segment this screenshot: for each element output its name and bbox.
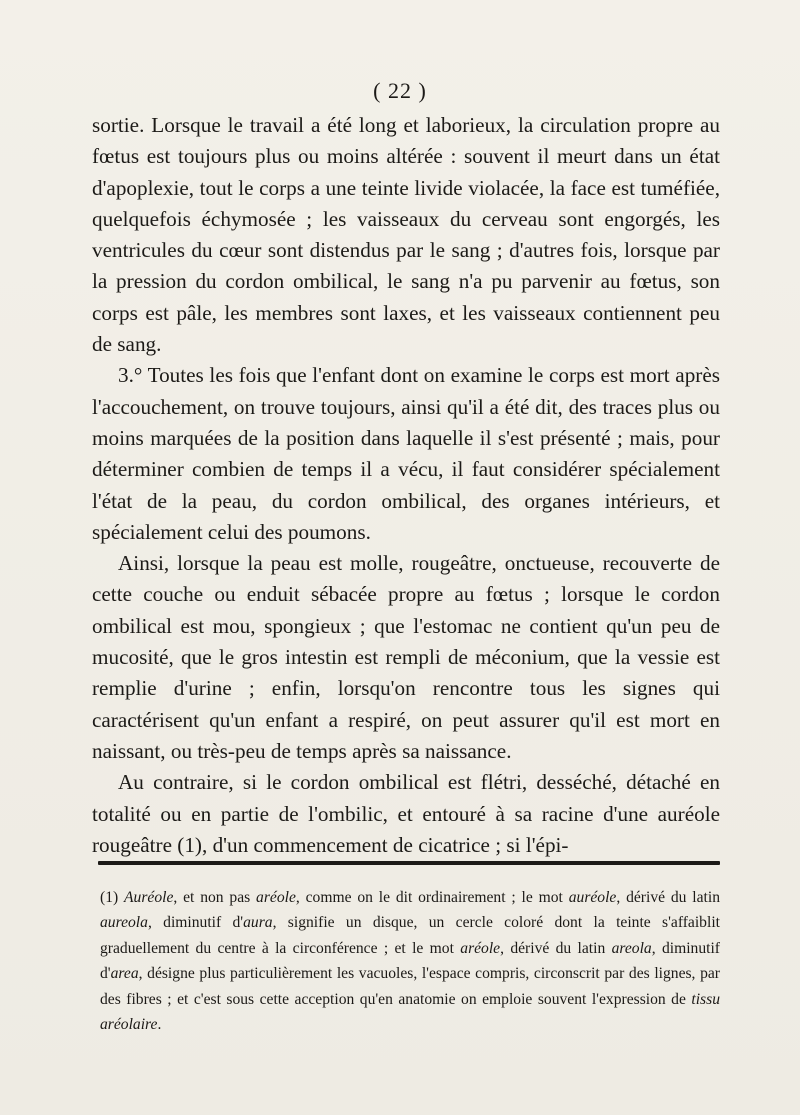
footnote-term: aréole	[460, 939, 501, 957]
footnote-term: Auréole	[124, 889, 174, 906]
footnote-divider	[98, 861, 720, 865]
footnote-text-span: , comme on le dit ordinairement ; le mot	[295, 889, 569, 906]
footnote	[100, 885, 720, 1037]
footnote-text-span: , désigne plus particulièrement les vacuoles, l'espace compris, circonscrit par des lignes, par des fibres ; et c'est sous cette acception qu'en anatomie on emploie souvent l'expression de	[100, 965, 720, 1008]
paragraph-ainsi: Ainsi, lorsque la peau est molle, rougeâtre, onctueuse, recouverte de cette couche ou enduit sébacée propre au fœtus ; lorsque le cordon ombilical est mou, spongieux ; que l'estomac ne contient qu'un peu de mucosité, que le gros intestin est rempli de méconium, que la vessie est remplie d'urine ; enfin, lorsqu'on rencontre tous les signes qui caractérisent qu'un enfant a respiré, on peut assurer qu'il est mort en naissant, ou très-peu de temps après sa naissance.	[92, 551, 720, 763]
footnote-text-span: , diminutif d'	[100, 939, 721, 983]
footnote-text-span: .	[157, 1016, 162, 1034]
paragraph-au-contraire: Au contraire, si le cordon ombilical est flétri, desséché, détaché en totalité ou en partie de l'ombilic, et entouré à sa racine d'une auréole rougeâtre (1), d'un commencement de cicatrice ; si l'épi-	[92, 770, 720, 857]
main-text	[92, 110, 720, 861]
paragraph-point-3: 3.° Toutes les fois que l'enfant dont on examine le corps est mort après l'accouchement, on trouve toujours, ainsi qu'il a été dit, des traces plus ou moins marquées de la position dans laquelle il s'est présenté ; mais, pour déterminer combien de temps il a vécu, il faut considérer spécialement l'état de la peau, du cordon ombilical, des organes intérieurs, et spécialement celui des poumons.	[92, 363, 720, 544]
footnote-term: aureola	[100, 914, 148, 932]
footnote-term: aura	[243, 914, 273, 932]
footnote-term: auréole	[568, 889, 617, 906]
paragraph-continuation: sortie. Lorsque le travail a été long et laborieux, la circulation propre au fœtus est toujours plus ou moins altérée : souvent il meurt dans un état d'apoplexie, tout le corps a une teinte livide violacée, la face est tuméfiée, quelquefois échymosée ; les vaisseaux du cerveau sont engorgés, les ventricules du cœur sont distendus par le sang ; d'autres fois, lorsque par la pression du cordon ombilical, le sang n'a pu parvenir au fœtus, son corps est pâle, les membres sont laxes, et les vaisseaux contiennent peu de sang.	[92, 113, 720, 357]
footnote-text-span: , signifie un disque, un cercle coloré dont la teinte s'affaiblit graduellement du centre à la circonférence ; et le mot	[100, 914, 720, 957]
page-number: ( 22 )	[373, 78, 427, 103]
footnote-term: tissu aréolaire	[100, 990, 720, 1034]
footnote-term: aréole	[256, 889, 296, 906]
footnote-text-span: , et non pas	[173, 889, 257, 906]
footnote-text-span: , dérivé du latin	[500, 939, 612, 957]
footnote-text-span: , dérivé du latin	[616, 889, 721, 906]
footnote-term: area	[110, 965, 139, 983]
footnote-marker: (1)	[100, 889, 119, 906]
footnote-term: areola	[611, 939, 652, 957]
footnote-text	[100, 885, 720, 1037]
footnote-text-span: , diminutif d'	[147, 914, 244, 932]
